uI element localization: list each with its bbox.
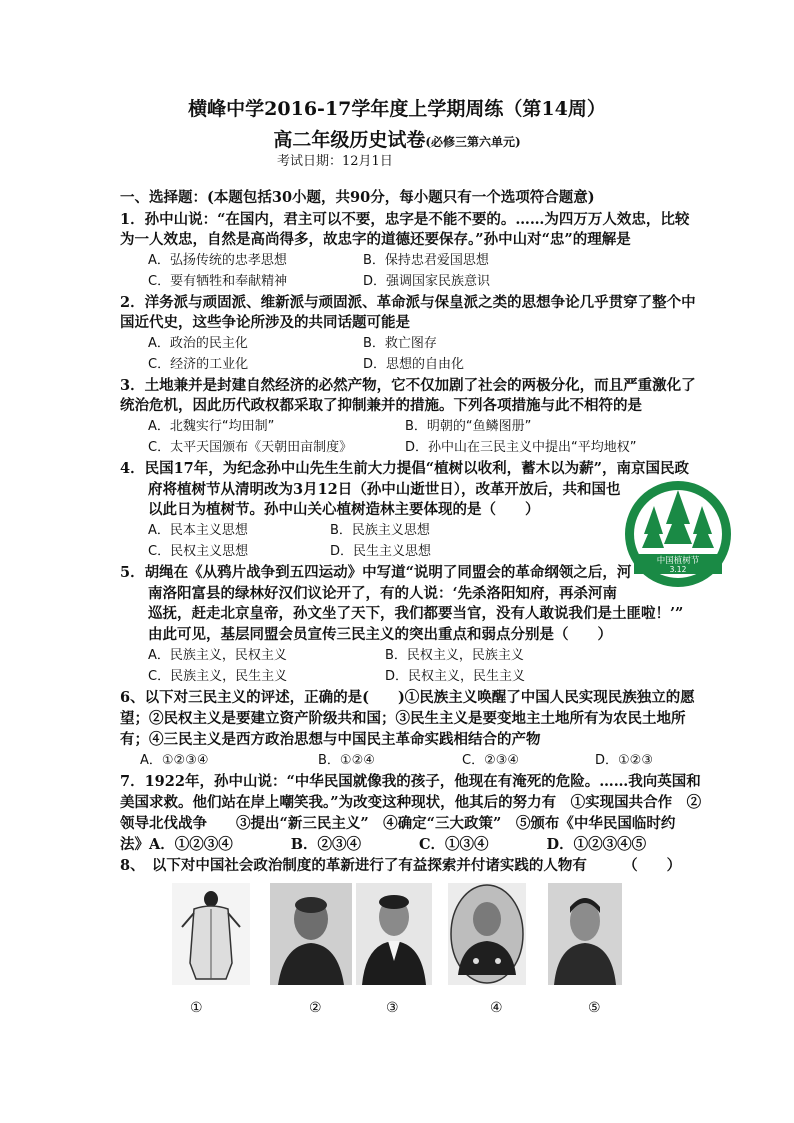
q2-line2: 国近代史，这些争论所涉及的共同话题可能是 <box>120 314 410 331</box>
q7-line3: 领导北伐战争 ③提出“新三民主义” ④确定“三大政策” ⑤颁布《中华民国临时约 <box>120 815 676 832</box>
portrait-label-3: ③ <box>386 1000 399 1016</box>
q4-option-b: B．民族主义思想 <box>330 523 430 538</box>
q4-line2: 府将植树节从清明改为3月12日（孙中山逝世日），改革开放后，共和国也 <box>148 481 621 498</box>
q1-option-b: B．保持忠君爱国思想 <box>363 253 489 268</box>
portrait-label-2: ② <box>309 1000 322 1016</box>
q7-line4: 法》A．①②③④ B．②③④ C．①③④ D．①②③④⑤ <box>120 836 647 853</box>
portrait-2-image <box>270 883 352 985</box>
q2-option-b: B．救亡图存 <box>363 336 437 351</box>
q3-option-d: D．孙中山在三民主义中提出“平均地权” <box>405 440 637 455</box>
q3-option-a: A．北魏实行“均田制” <box>148 419 275 434</box>
q2-line1: 2．洋务派与顽固派、维新派与顽固派、革命派与保皇派之类的思想争论几乎贯穿了整个中 <box>120 294 696 311</box>
portrait-4-image <box>448 883 526 985</box>
q1-line2: 为一人效忠，自然是高尚得多，故忠字的道德还要保存。”孙中山对“忠”的理解是 <box>120 231 631 248</box>
q5-option-b: B．民权主义，民族主义 <box>385 648 524 663</box>
logo-text-name: 中国植树节 <box>656 556 700 566</box>
q3-option-b: B．明朝的“鱼鳞图册” <box>405 419 532 434</box>
q3-line1: 3．土地兼并是封建自然经济的必然产物，它不仅加剧了社会的两极分化，而且严重激化了 <box>120 377 696 394</box>
q5-line1: 5．胡绳在《从鸦片战争到五四运动》中写道“说明了同盟会的革命纲领之后，河 <box>120 564 632 581</box>
q7-line1: 7．1922年，孙中山说：“中华民国就像我的孩子，他现在有淹死的危险。……我向英国和 <box>120 773 701 790</box>
q5-line4: 由此可见，基层同盟会员宣传三民主义的突出重点和弱点分别是（ ） <box>148 626 612 643</box>
portrait-1-image <box>172 883 250 985</box>
q1-option-c: C．要有牺牲和奉献精神 <box>148 274 288 289</box>
page-subtitle <box>0 127 794 155</box>
exam-date: 考试日期：12月1日 <box>277 154 393 169</box>
q3-line2: 统治危机，因此历代政权都采取了抑制兼并的措施。下列各项措施与此不相符的是 <box>120 397 642 414</box>
q2-option-a: A．政治的民主化 <box>148 336 248 351</box>
q8-line1: 8、 以下对中国社会政治制度的革新进行了有益探索并付诸实践的人物有 （ ） <box>120 857 682 874</box>
q1-line1: 1．孙中山说：“在国内，君主可以不要，忠字是不能不要的。……为四万万人效忠，比较 <box>120 211 690 228</box>
page-title: 横峰中学2016-17学年度上学期周练（第14周） <box>188 98 606 120</box>
q7-line2: 美国求救。他们站在岸上嘲笑我。”为改变这种现状，他其后的努力有 ①实现国共合作 ② <box>120 794 702 811</box>
q6-option-b: B．①②④ <box>318 753 375 768</box>
q1-option-d: D．强调国家民族意识 <box>363 274 491 289</box>
q2-option-d: D．思想的自由化 <box>363 357 465 372</box>
q4-line1: 4．民国17年，为纪念孙中山先生生前大力提倡“植树以收利，蓄木以为薪”，南京国民政 <box>120 460 689 477</box>
q6-line2: 望；②民权主义是要建立资产阶级共和国；③民生主义是要变地主土地所有为农民土地所 <box>120 710 686 727</box>
q4-option-c: C．民权主义思想 <box>148 544 249 559</box>
q6-line3: 有；④三民主义是西方政治思想与中国民主革命实践相结合的产物 <box>120 731 541 748</box>
section-heading: 一、选择题：(本题包括30小题，共90分，每小题只有一个选项符合题意) <box>120 189 595 206</box>
q1-option-a: A．弘扬传统的忠孝思想 <box>148 253 287 268</box>
portrait-label-1: ① <box>190 1000 203 1016</box>
subtitle-text: 高二年级历史试卷 <box>273 129 426 151</box>
q5-option-d: D．民权主义，民生主义 <box>385 669 526 684</box>
q5-line2: 南洛阳富县的绿林好汉们议论开了，有的人说：‘先杀洛阳知府，再杀河南 <box>148 585 618 602</box>
q5-line3: 巡抚，赶走北京皇帝，孙文坐了天下，我们都要当官，没有人敢说我们是土匪啦！’” <box>148 605 684 622</box>
q2-option-c: C．经济的工业化 <box>148 357 249 372</box>
q4-option-d: D．民生主义思想 <box>330 544 432 559</box>
portrait-5-image <box>548 883 622 985</box>
q4-option-a: A．民本主义思想 <box>148 523 248 538</box>
q5-option-a: A．民族主义，民权主义 <box>148 648 287 663</box>
q6-option-a: A．①②③④ <box>140 753 209 768</box>
q5-option-c: C．民族主义，民生主义 <box>148 669 288 684</box>
portrait-3-image <box>356 883 432 985</box>
q6-line1: 6、以下对三民主义的评述，正确的是( )①民族主义唤醒了中国人民实现民族独立的愿 <box>120 689 695 706</box>
portrait-label-4: ④ <box>490 1000 503 1016</box>
q6-option-c: C．②③④ <box>462 753 520 768</box>
logo-text-date: 3.12 <box>669 565 687 574</box>
q4-line3: 以此日为植树节。孙中山关心植树造林主要体现的是（ ） <box>148 501 540 518</box>
portrait-label-5: ⑤ <box>588 1000 601 1016</box>
q3-option-c: C．太平天国颁布《天朝田亩制度》 <box>148 440 353 455</box>
subtitle-note: (必修三第六单元) <box>425 135 521 149</box>
q6-option-d: D．①②③ <box>595 753 653 768</box>
arbor-day-logo <box>624 480 732 588</box>
